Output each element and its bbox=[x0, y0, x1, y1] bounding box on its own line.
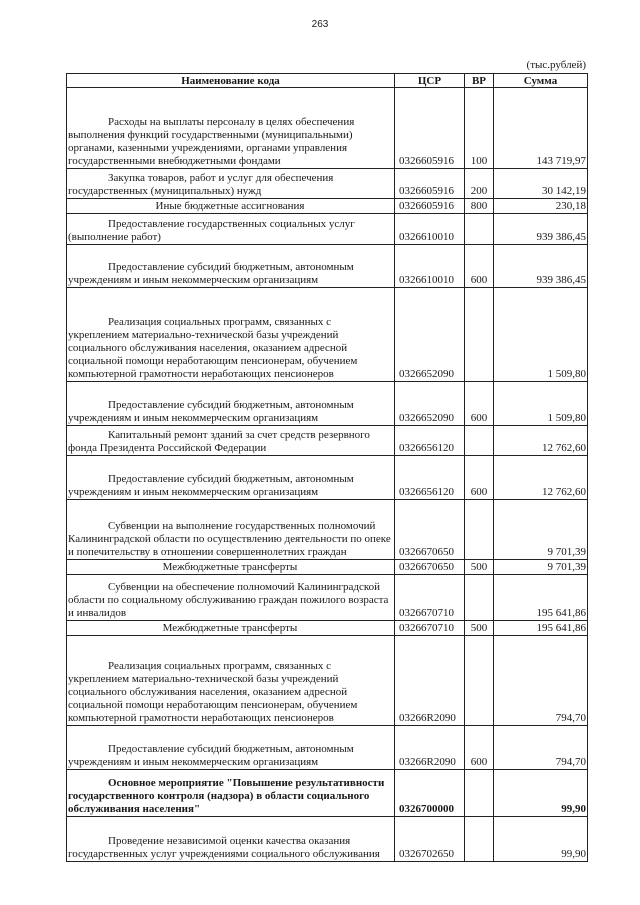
row-name: Иные бюджетные ассигнования bbox=[67, 199, 395, 214]
row-csr: 0326656120 bbox=[395, 426, 465, 456]
row-sum: 939 386,45 bbox=[494, 214, 588, 245]
row-csr: 03266R2090 bbox=[395, 636, 465, 726]
header-csr: ЦСР bbox=[395, 74, 465, 88]
row-name: Межбюджетные трансферты bbox=[67, 621, 395, 636]
row-csr: 0326670650 bbox=[395, 560, 465, 575]
row-sum: 195 641,86 bbox=[494, 575, 588, 621]
row-sum: 99,90 bbox=[494, 817, 588, 862]
row-name: Основное мероприятие "Повышение результативности государственного контроля (надзора) в области социального обслуживания населения" bbox=[67, 770, 395, 817]
row-vr: 600 bbox=[465, 382, 494, 426]
row-name: Предоставление субсидий бюджетным, автономным учреждениям и иным некоммерческим организациям bbox=[67, 726, 395, 770]
page-number: 263 bbox=[311, 19, 329, 30]
row-name: Расходы на выплаты персоналу в целях обеспечения выполнения функций государственными (муниципальными) органами, казенными учреждениями, органами управления государственными внебюджетными фондами bbox=[67, 88, 395, 169]
row-vr bbox=[465, 288, 494, 382]
row-name: Реализация социальных программ, связанных с укреплением материально-технической базы учреждений социального обслуживания населения, оказанием адресной социальной помощи неработающим пенсионерам, обучением компьютерной грамотности неработающих пенсионеров bbox=[67, 288, 395, 382]
row-name: Субвенции на выполнение государственных полномочий Калининградской области по осуществлению деятельности по опеке и попечительству в отношении совершеннолетних граждан bbox=[67, 500, 395, 560]
row-name: Субвенции на обеспечение полномочий Калининградской области по социальному обслуживанию граждан пожилого возраста и инвалидов bbox=[67, 575, 395, 621]
row-name: Закупка товаров, работ и услуг для обеспечения государственных (муниципальных) нужд bbox=[67, 169, 395, 199]
row-sum: 99,90 bbox=[494, 770, 588, 817]
row-sum: 12 762,60 bbox=[494, 426, 588, 456]
row-vr bbox=[465, 500, 494, 560]
table-row bbox=[67, 288, 588, 382]
row-csr: 0326700000 bbox=[395, 770, 465, 817]
row-csr: 0326610010 bbox=[395, 245, 465, 288]
row-vr: 500 bbox=[465, 560, 494, 575]
row-name: Капитальный ремонт зданий за счет средств резервного фонда Президента Российской Федерации bbox=[67, 426, 395, 456]
table-row bbox=[67, 817, 588, 862]
row-csr: 0326670710 bbox=[395, 621, 465, 636]
table-row bbox=[67, 770, 588, 817]
row-sum: 195 641,86 bbox=[494, 621, 588, 636]
row-csr: 03266R2090 bbox=[395, 726, 465, 770]
row-csr: 0326702650 bbox=[395, 817, 465, 862]
row-name: Предоставление субсидий бюджетным, автономным учреждениям и иным некоммерческим организациям bbox=[67, 382, 395, 426]
row-sum: 939 386,45 bbox=[494, 245, 588, 288]
row-name: Предоставление государственных социальных услуг (выполнение работ) bbox=[67, 214, 395, 245]
row-sum: 12 762,60 bbox=[494, 456, 588, 500]
table-row bbox=[67, 560, 588, 575]
row-vr: 800 bbox=[465, 199, 494, 214]
table-row bbox=[67, 621, 588, 636]
row-csr: 0326652090 bbox=[395, 288, 465, 382]
row-name: Реализация социальных программ, связанных с укреплением материально-технической базы учреждений социального обслуживания населения, оказанием адресной социальной помощи неработающим пенсионерам, обучением компьютерной грамотности неработающих пенсионеров bbox=[67, 636, 395, 726]
row-sum: 1 509,80 bbox=[494, 288, 588, 382]
row-vr: 100 bbox=[465, 88, 494, 169]
row-vr: 500 bbox=[465, 621, 494, 636]
row-vr: 600 bbox=[465, 726, 494, 770]
units-label: (тыс.рублей) bbox=[526, 59, 586, 71]
header-row bbox=[67, 74, 588, 88]
row-vr bbox=[465, 636, 494, 726]
row-vr bbox=[465, 817, 494, 862]
row-name: Проведение независимой оценки качества оказания государственных услуг учреждениями социального обслуживания bbox=[67, 817, 395, 862]
row-sum: 143 719,97 bbox=[494, 88, 588, 169]
row-csr: 0326610010 bbox=[395, 214, 465, 245]
row-vr bbox=[465, 426, 494, 456]
row-sum: 30 142,19 bbox=[494, 169, 588, 199]
header-vr: ВР bbox=[465, 74, 494, 88]
table-row bbox=[67, 245, 588, 288]
row-vr bbox=[465, 770, 494, 817]
row-vr bbox=[465, 214, 494, 245]
row-name: Межбюджетные трансферты bbox=[67, 560, 395, 575]
row-csr: 0326670650 bbox=[395, 500, 465, 560]
row-vr bbox=[465, 575, 494, 621]
budget-table bbox=[66, 73, 588, 862]
row-name: Предоставление субсидий бюджетным, автономным учреждениям и иным некоммерческим организациям bbox=[67, 245, 395, 288]
row-sum: 794,70 bbox=[494, 726, 588, 770]
header-name: Наименование кода bbox=[67, 74, 395, 88]
row-vr: 200 bbox=[465, 169, 494, 199]
row-vr: 600 bbox=[465, 245, 494, 288]
row-csr: 0326670710 bbox=[395, 575, 465, 621]
table-row bbox=[67, 575, 588, 621]
row-sum: 1 509,80 bbox=[494, 382, 588, 426]
table-row bbox=[67, 214, 588, 245]
header-sum: Сумма bbox=[494, 74, 588, 88]
row-csr: 0326605916 bbox=[395, 199, 465, 214]
table-row bbox=[67, 636, 588, 726]
row-csr: 0326605916 bbox=[395, 169, 465, 199]
table-row bbox=[67, 199, 588, 214]
row-sum: 230,18 bbox=[494, 199, 588, 214]
row-sum: 9 701,39 bbox=[494, 500, 588, 560]
table-row bbox=[67, 426, 588, 456]
row-sum: 794,70 bbox=[494, 636, 588, 726]
table-row bbox=[67, 456, 588, 500]
row-csr: 0326605916 bbox=[395, 88, 465, 169]
table-row bbox=[67, 500, 588, 560]
row-vr: 600 bbox=[465, 456, 494, 500]
table-row bbox=[67, 169, 588, 199]
table-row bbox=[67, 726, 588, 770]
row-csr: 0326652090 bbox=[395, 382, 465, 426]
table-row bbox=[67, 382, 588, 426]
table-row bbox=[67, 88, 588, 169]
row-csr: 0326656120 bbox=[395, 456, 465, 500]
row-sum: 9 701,39 bbox=[494, 560, 588, 575]
row-name: Предоставление субсидий бюджетным, автономным учреждениям и иным некоммерческим организациям bbox=[67, 456, 395, 500]
